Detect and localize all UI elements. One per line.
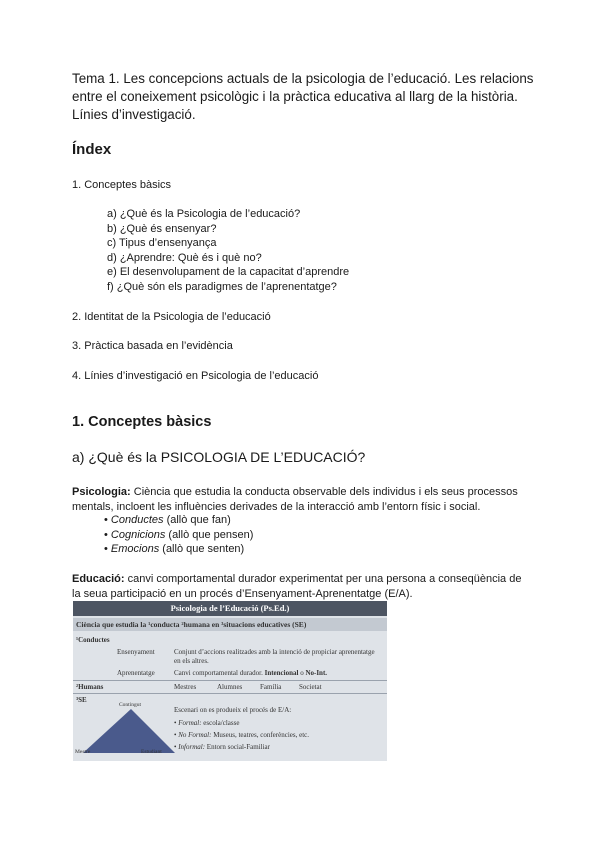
escenari-text: Escenari on es produeix el procés de E/A: bbox=[174, 706, 292, 714]
toc-subitem-e: e) El desenvolupament de la capacitat d’aprendre bbox=[107, 266, 350, 278]
triangle-shape bbox=[83, 709, 175, 753]
educacio-text: canvi comportamental durador experimentat per una persona a conseqüència de la seua participació en un procés d’Ensenyament-Aprenentatge (E/A). bbox=[72, 573, 522, 600]
list-item: • Emocions (allò que senten) bbox=[104, 542, 253, 557]
toc-item-3: 3. Pràctica basada en l’evidència bbox=[72, 340, 233, 352]
toc-subitem-a: a) ¿Què és la Psicologia de l’educació? bbox=[107, 208, 301, 220]
aprenentatge-label: Aprenentatge bbox=[117, 669, 155, 677]
triangle-top-label: Contingut bbox=[119, 702, 142, 708]
tema-title: Tema 1. Les concepcions actuals de la psicologia de l’educació. Les relacions entre el coneixement psicològic i la pràctica educativa al llarg de la història. Línies d’investigació. bbox=[72, 71, 534, 122]
psicologia-text: Ciència que estudia la conducta observable dels individus i els seus processos mentals, incloent les influències derivades de la interacció amb l’entorn físic i social. bbox=[72, 486, 518, 513]
humans-value: Alumnes bbox=[217, 683, 243, 691]
triangle-left-label: Mestre bbox=[75, 749, 91, 755]
ensenyament-label: Ensenyament bbox=[117, 648, 155, 656]
ensenyament-text: Conjunt d’accions realitzades amb la intenció de propiciar aprenentatge en els altres. bbox=[174, 648, 375, 665]
toc-item-1: 1. Conceptes bàsics bbox=[72, 179, 172, 191]
toc-item-4: 4. Línies d’investigació en Psicologia de l’educació bbox=[72, 370, 319, 382]
section-heading: 1. Conceptes bàsics bbox=[72, 414, 212, 430]
conductes-label: ¹Conductes bbox=[76, 636, 110, 644]
humans-value: Mestres bbox=[174, 683, 197, 691]
psicologia-bullets bbox=[104, 513, 253, 557]
educacio-term: Educació: bbox=[72, 573, 125, 585]
humans-value: Societat bbox=[299, 683, 322, 691]
psicologia-educacio-figure bbox=[73, 601, 387, 761]
list-item: • Cognicions (allò que pensen) bbox=[104, 528, 253, 543]
index-heading: Índex bbox=[72, 141, 112, 158]
aprenentatge-text: Canvi comportamental durador. Intencional o No-Int. bbox=[174, 669, 328, 677]
psicologia-definition bbox=[72, 485, 532, 514]
psicologia-term: Psicologia: bbox=[72, 486, 131, 498]
figure-subheader: Ciència que estudia la ¹conducta ²humana en ³situacions educatives (SE) bbox=[73, 618, 387, 631]
subsection-heading: a) ¿Què és la PSICOLOGIA DE L’EDUCACIÓ? bbox=[72, 449, 366, 465]
toc-subitem-b: b) ¿Què és ensenyar? bbox=[107, 223, 217, 235]
list-item: • Informal: Entorn social-Familiar bbox=[174, 743, 270, 751]
educacio-definition bbox=[72, 572, 532, 601]
toc-item-2: 2. Identitat de la Psicologia de l’educació bbox=[72, 311, 271, 323]
humans-label: ²Humans bbox=[76, 683, 104, 691]
humans-value: Família bbox=[260, 683, 282, 691]
figure-header: Psicologia de l’Educació (Ps.Ed.) bbox=[73, 601, 387, 616]
toc-subitem-d: d) ¿Aprendre: Què és i què no? bbox=[107, 252, 262, 264]
toc-subitem-f: f) ¿Què són els paradigmes de l’aprenentatge? bbox=[107, 281, 337, 293]
list-item: • No Formal: Museus, teatres, conferències, etc. bbox=[174, 731, 310, 739]
toc-subitem-c: c) Tipus d’ensenyança bbox=[107, 237, 217, 249]
se-label: ³SE bbox=[76, 696, 87, 704]
list-item: • Formal: escola/classe bbox=[174, 719, 240, 727]
list-item: • Conductes (allò que fan) bbox=[104, 513, 253, 528]
triangle-right-label: Estudiant bbox=[141, 749, 162, 755]
